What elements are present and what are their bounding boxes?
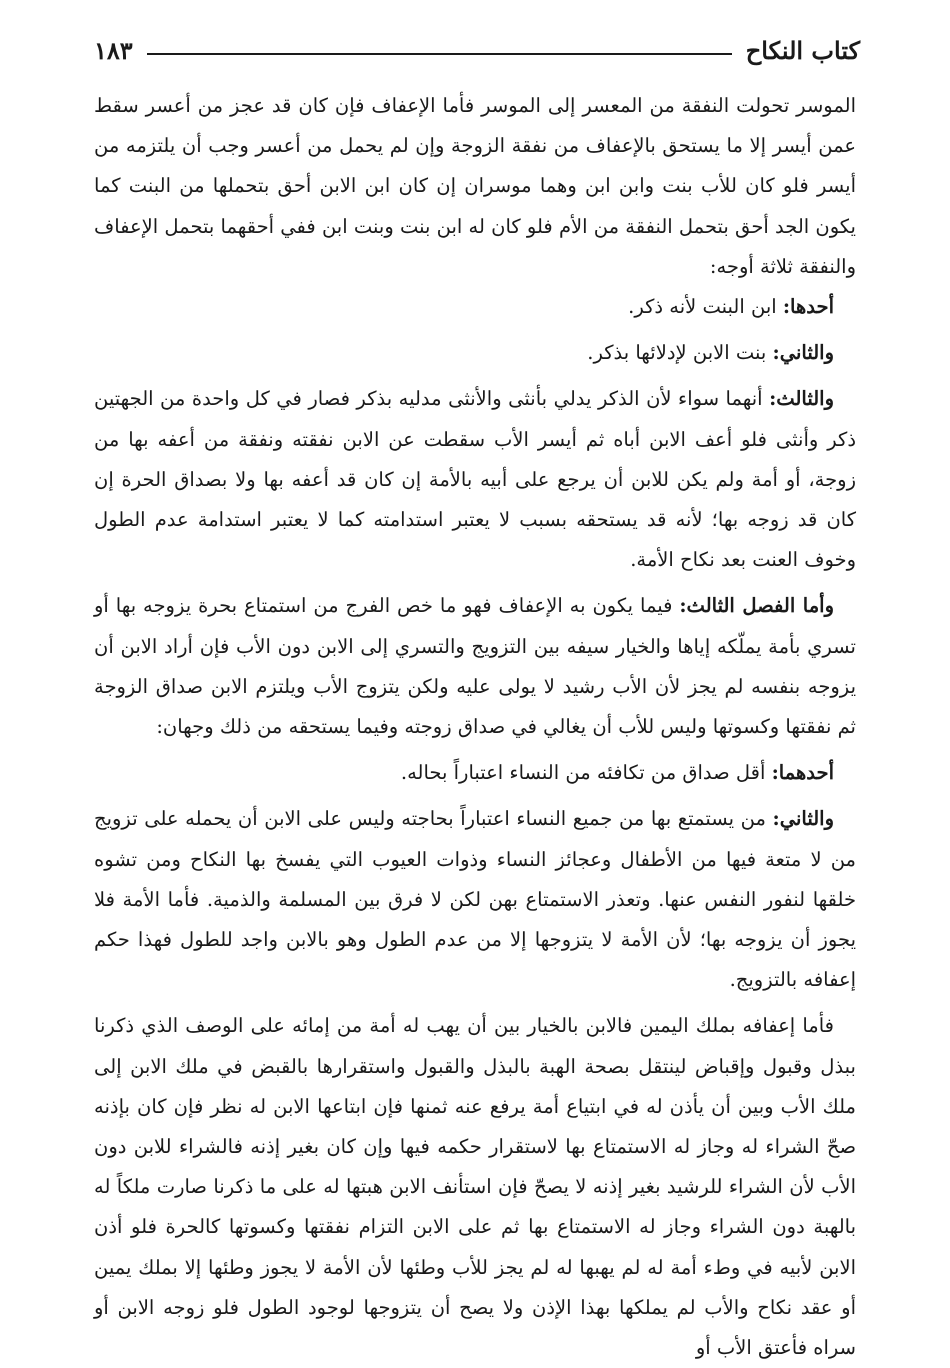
page-number: ١٨٣ [94,35,133,65]
paragraph [94,287,856,327]
paragraph [94,586,856,747]
paragraph [94,86,856,287]
paragraph-text: ابن البنت لأنه ذكر. [628,295,783,319]
paragraph-lead: أحدها: [782,295,834,319]
chapter-title: كتاب النكاح [745,35,860,65]
paragraph-text: أنهما سواء لأن الذكر يدلي بأنثى والأنثى مدليه بذكر فصار في كل واحدة من الجهتين ذكر وأنثى فلو أعف الابن أباه ثم أيسر الأب سقطت عن الابن نفقته ونفقة من أعفه بها من زوجة، أو أمة ولم يكن للابن أن يرجع على أبيه بالأمة إن كان قد أعفه بها ولا بصداق الحرة إن كان قد زوجه بها؛ لأنه قد يستحقه بسبب لا يعتبر استدامته كما لا يعتبر استدامة عدم الطول وخوف العنت بعد نكاح الأمة. [94,387,856,572]
paragraph-text: من يستمتع بها من جميع النساء اعتباراً بحاجته وليس على الابن أن يحمله على تزويج من لا متعة فيها من الأطفال وعجائز النساء وذوات العيوب التي يفسخ بها النكاح ومن تشوه خلقها لنفور النفس عنها. وتعذر الاستمتاع بهن لكن لا فرق بين المسلمة والذمية. فأما الأمة فلا يجوز أن يزوجه بها؛ لأن الأمة لا يتزوجها إلا من عدم الطول وهو بالابن واجد للطول فهذا حكم إعفافه بالتزويج. [94,807,856,992]
paragraph-lead: أحدهما: [771,761,834,785]
paragraph [94,333,856,373]
paragraph-text: فأما إعفافه بملك اليمين فالابن بالخيار بين أن يهب له أمة من إمائه على الوصف الذي ذكرنا ببذل وقبول وإقباض لينتقل بصحة الهبة بالبذل والقبول واستقرارها بالقبض في ملك الابن إلى ملك الأب وبين أن يأذن له في ابتياع أمة يرفع عنه ثمنها فإن ابتاعها الابن له نظر فإن كان بإذنه صحّ الشراء له وجاز له الاستمتاع بها لاستقرار حكمه فيها وإن كان بغير إذنه فالشراء للابن دون الأب لأن الشراء للرشيد بغير إذنه لا يصحّ فإن استأنف الابن هبتها له على ما ذكرنا صارت ملكاً له بالهبة دون الشراء وجاز له الاستمتاع بها ثم على الابن التزام نفقتها وكسوتها كالحرة فلو أذن الابن لأبيه في وطء أمة له لم يهبها له لم يجز للأب وطئها لأن الأمة لا يجوز وطئها إلا بملك يمين أو عقد نكاح والأب لم يملكها بهذا الإذن ولا يصح أن يتزوجها لوجود الطول فلو زوجه الابن أو سراه فأعتق الأب أو [94,1014,857,1360]
paragraph-lead: والثاني: [772,341,834,365]
running-head [94,30,860,70]
paragraph-text: بنت الابن لإدلائها بذكر. [587,341,773,365]
paragraph [94,379,856,580]
paragraph-lead: والثاني: [772,807,834,831]
paragraph-text: الموسر تحولت النفقة من المعسر إلى الموسر فأما الإعفاف فإن كان قد عجز من أعسر سقط عمن أيسر إلا ما يستحق بالإعفاف من نفقة الزوجة وإن لم يحمل من أعسر وجب أن يلتزمه من أيسر فلو كان للأب بنت وابن ابن وهما موسران إن كان ابن الابن أحق بتحملها من البنت كما يكون الجد أحق بتحمل النفقة من الأم فلو كان له ابن بنت وبنت ابن ففي أحقهما بتحمل الإعفاف والنفقة ثلاثة أوجه: [94,94,856,278]
header-rule [147,53,732,55]
paragraph-text: أقل صداق من تكافئه من النساء اعتباراً بحاله. [400,761,772,785]
paragraph-lead: وأما الفصل الثالث: [679,594,834,618]
paragraph [94,799,856,1000]
paragraph [94,753,856,793]
paragraph [94,1006,856,1368]
paragraph-text: فيما يكون به الإعفاف فهو ما خص الفرج من استمتاع بحرة يزوجه بها أو تسري بأمة يملّكه إياها والخيار سيفه بين التزويج والتسري إلى الابن دون الأب فإن أراد الابن أن يزوجه بنفسه لم يجز لأن الأب رشيد لا يولى عليه ولكن يتزوج الأب ويلتزم الابن صداق الزوجة ثم نفقتها وكسوتها وليس للأب أن يغالي في صداق زوجته وفيما يستحقه من ذلك وجهان: [94,594,856,739]
body-text [94,86,856,1368]
paragraph-lead: والثالث: [769,387,834,411]
